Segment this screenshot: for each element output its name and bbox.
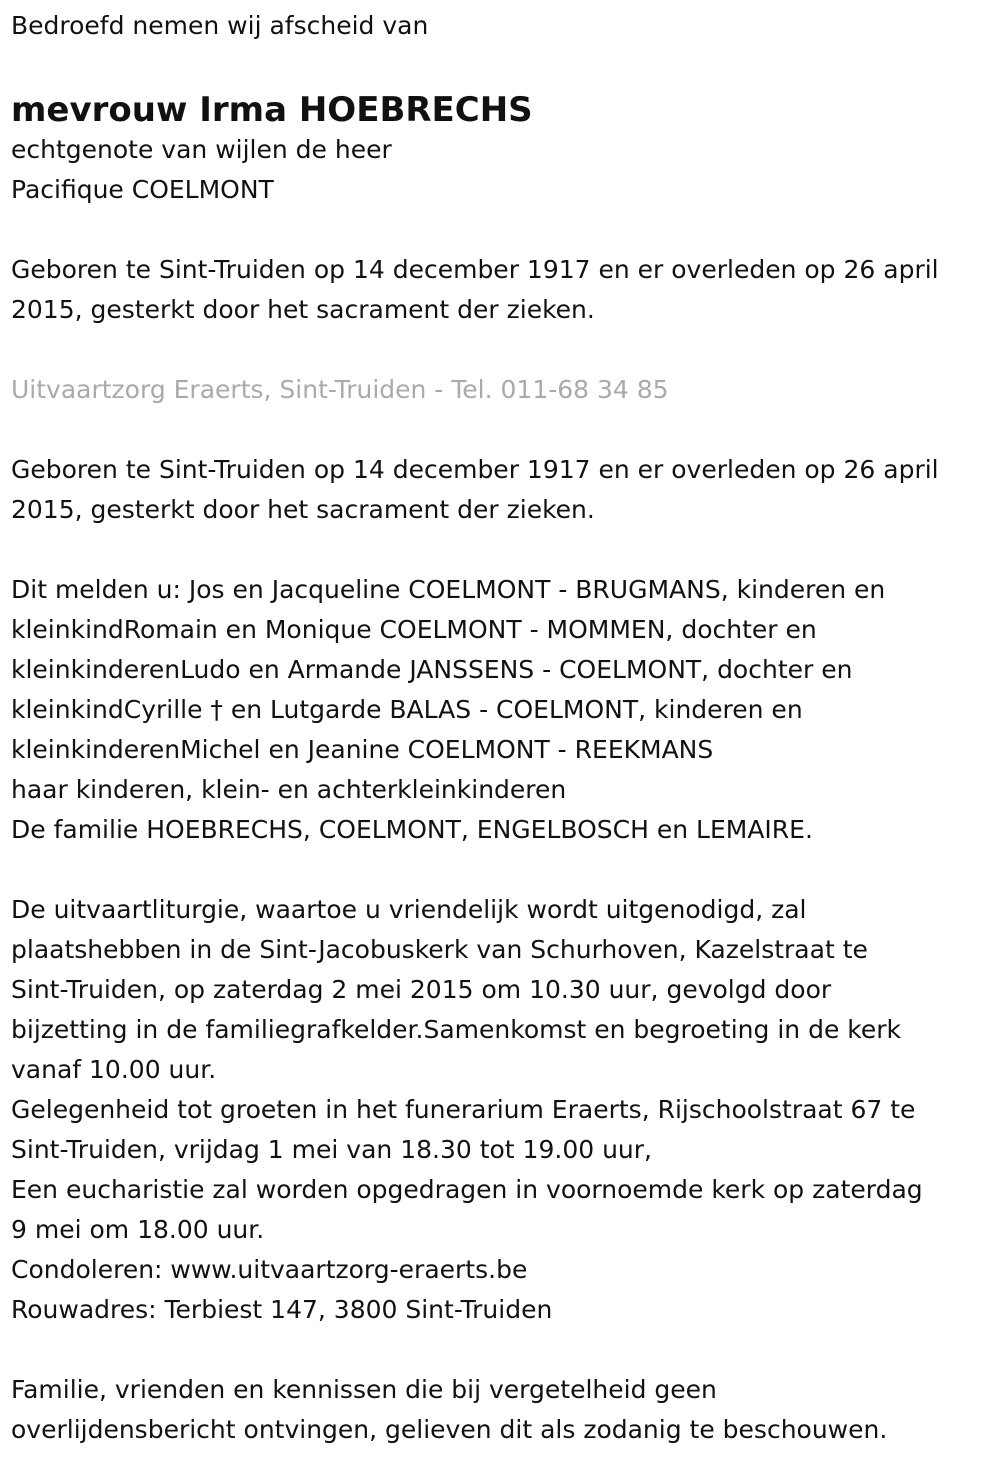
eucharist-line: Een eucharistie zal worden opgedragen in voornoemde kerk op zaterdag [11,1175,923,1204]
funeral-home-contact: Uitvaartzorg Eraerts, Sint-Truiden - Tel. 011-68 34 85 [11,375,669,404]
ceremony-line: De uitvaartliturgie, waartoe u vriendelijk wordt uitgenodigd, zal [11,895,807,924]
ceremony-line: Sint-Truiden, op zaterdag 2 mei 2015 om 10.30 uur, gevolgd door [11,975,832,1004]
visitation-line: Gelegenheid tot groeten in het funerarium Eraerts, Rijschoolstraat 67 te [11,1095,916,1124]
birth-death-line-2: 2015, gesterkt door het sacrament der zieken. [11,295,595,324]
spouse-line-1: echtgenote van wijlen de heer [11,135,392,164]
condolence-website: Condoleren: www.uitvaartzorg-eraerts.be [11,1255,528,1284]
birth-death-repeat-line-1: Geboren te Sint-Truiden op 14 december 1917 en er overleden op 26 april [11,455,939,484]
spacer [11,530,996,570]
obituary-page [11,0,996,1450]
closing-line: overlijdensbericht ontvingen, gelieven dit als zodanig te beschouwen. [11,1415,888,1444]
visitation-line: Sint-Truiden, vrijdag 1 mei van 18.30 tot 19.00 uur, [11,1135,652,1164]
ceremony-line: plaatshebben in de Sint-Jacobuskerk van Schurhoven, Kazelstraat te [11,935,868,964]
spacer [11,330,996,370]
ceremony-line: vanaf 10.00 uur. [11,1055,217,1084]
spacer [11,210,996,250]
spacer [11,1330,996,1370]
spacer [11,850,996,890]
family-line: Dit melden u: Jos en Jacqueline COELMONT - BRUGMANS, kinderen en [11,575,886,604]
family-line: kleinkindRomain en Monique COELMONT - MOMMEN, dochter en [11,615,817,644]
mourning-address: Rouwadres: Terbiest 147, 3800 Sint-Truiden [11,1295,553,1324]
spacer [11,410,996,450]
eucharist-line: 9 mei om 18.00 uur. [11,1215,265,1244]
family-line: kleinkinderenLudo en Armande JANSSENS - COELMONT, dochter en [11,655,853,684]
intro-text: Bedroefd nemen wij afscheid van [11,11,429,40]
ceremony-line: bijzetting in de familiegrafkelder.Samenkomst en begroeting in de kerk [11,1015,902,1044]
spouse-line-2: Pacifique COELMONT [11,175,274,204]
spacer [11,46,996,86]
family-line: haar kinderen, klein- en achterkleinkinderen [11,775,567,804]
closing-line: Familie, vrienden en kennissen die bij vergetelheid geen [11,1375,717,1404]
birth-death-line-1: Geboren te Sint-Truiden op 14 december 1917 en er overleden op 26 april [11,255,939,284]
family-line: De familie HOEBRECHS, COELMONT, ENGELBOSCH en LEMAIRE. [11,815,813,844]
family-line: kleinkindCyrille † en Lutgarde BALAS - COELMONT, kinderen en [11,695,803,724]
deceased-name: mevrouw Irma HOEBRECHS [11,90,533,130]
family-line: kleinkinderenMichel en Jeanine COELMONT - REEKMANS [11,735,714,764]
birth-death-repeat-line-2: 2015, gesterkt door het sacrament der zieken. [11,495,595,524]
